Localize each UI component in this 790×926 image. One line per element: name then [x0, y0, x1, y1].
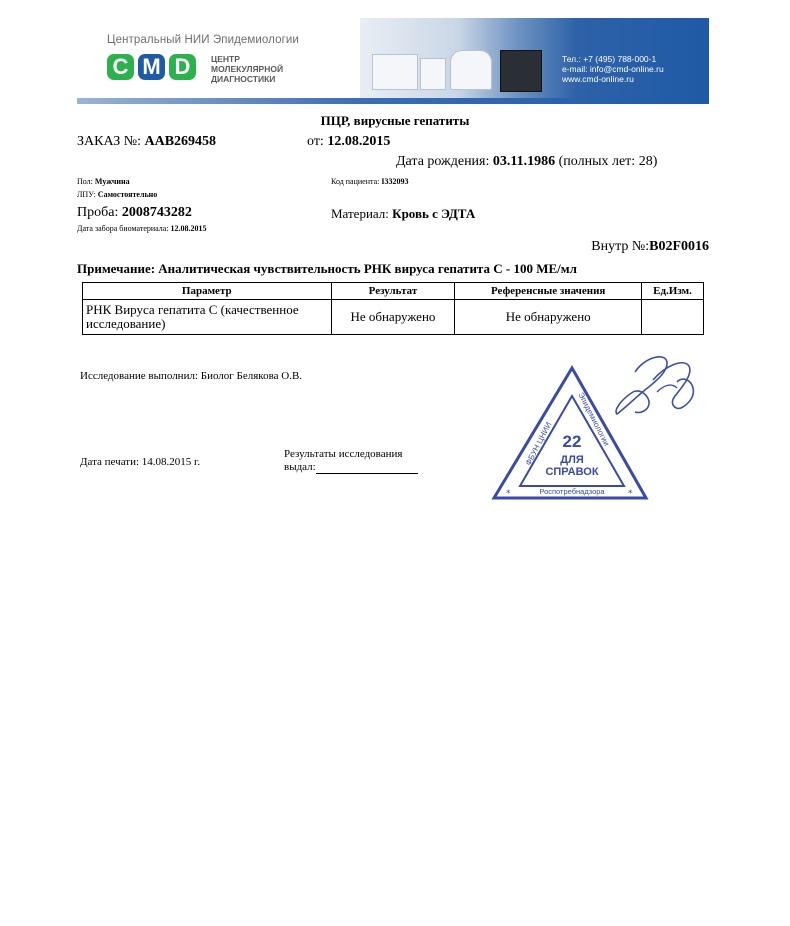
patient-age: (полных лет: 28) — [558, 154, 658, 169]
lpu-line: ЛПУ: Самостоятельно — [77, 190, 158, 199]
logo-subtitle: ЦЕНТР МОЛЕКУЛЯРНОЙ ДИАГНОСТИКИ — [211, 54, 284, 84]
stamp-right-text: Эпидемиологии — [576, 390, 612, 448]
cell-result: Не обнаружено — [331, 300, 455, 335]
material-line: Материал: Кровь с ЭДТА — [331, 206, 476, 221]
probe-line: Проба: 2008743282 — [77, 205, 192, 220]
order-line: ЗАКАЗ №: AAB269458 — [77, 134, 217, 149]
column-header-reference: Референсные значения — [455, 283, 642, 300]
performed-by: Исследование выполнил: Биолог Белякова О.В. — [80, 370, 303, 382]
table-row — [83, 300, 704, 335]
stamp-number: 22 — [562, 432, 582, 451]
internal-number: B02F0016 — [649, 239, 709, 254]
stamp-left-text: ФБУН ЦНИИ — [523, 420, 554, 467]
sample-date: 12.08.2015 — [170, 224, 207, 233]
stamp-line2: СПРАВОК — [545, 466, 599, 478]
signature-icon — [605, 352, 700, 422]
internal-number-line: Внутр №:B02F0016 — [591, 239, 709, 254]
cell-parameter: РНК Вируса гепатита С (качественное исследование) — [83, 300, 332, 335]
issued-block: Результаты исследования выдал: — [284, 448, 418, 474]
order-number: AAB269458 — [144, 134, 217, 149]
instrument-image — [372, 54, 418, 90]
sensitivity-note: Примечание: Аналитическая чувствительность РНК вируса гепатита С - 100 МЕ/мл — [77, 261, 577, 276]
logo-letter-d: D — [169, 54, 196, 80]
stamp-bottom-text: Роспотребнадзора — [539, 487, 605, 496]
instrument-image — [500, 50, 542, 92]
cell-unit — [642, 300, 704, 335]
print-date: Дата печати: 14.08.2015 г. — [80, 456, 201, 468]
lpu-value: Самостоятельно — [97, 190, 158, 199]
patient-sex: Мужчина — [94, 177, 130, 186]
header-stripe — [77, 98, 709, 104]
issued-signature-line — [316, 461, 418, 474]
header-banner — [77, 18, 709, 104]
results-table — [82, 282, 704, 335]
column-header-parameter: Параметр — [83, 283, 332, 300]
column-header-result: Результат — [331, 283, 455, 300]
stamp-star-icon: * — [506, 489, 511, 499]
document-title: ПЦР, вирусные гепатиты — [320, 113, 470, 128]
birth-date-line: Дата рождения: 03.11.1986 (полных лет: 28) — [396, 154, 658, 169]
institute-name: Центральный НИИ Эпидемиологии — [107, 34, 299, 46]
instrument-image — [420, 58, 446, 90]
stamp-star-icon: * — [628, 489, 633, 499]
logo-letter-m: M — [138, 54, 165, 80]
order-date: 12.08.2015 — [327, 134, 391, 149]
column-header-unit: Ед.Изм. — [642, 283, 704, 300]
order-date-line: от: 12.08.2015 — [307, 134, 391, 149]
patient-code-line: Код пациента: I332093 — [331, 177, 409, 186]
material-value: Кровь с ЭДТА — [392, 206, 476, 221]
stamp-line1: ДЛЯ — [560, 454, 584, 466]
instrument-image — [450, 50, 492, 90]
sample-date-line: Дата забора биоматериала: 12.08.2015 — [77, 224, 207, 233]
birth-date: 03.11.1986 — [492, 154, 556, 169]
cell-reference: Не обнаружено — [455, 300, 642, 335]
contacts: Тел.: +7 (495) 788-000-1 e-mail: info@cmd-online.ru www.cmd-online.ru — [562, 54, 664, 84]
sex-line: Пол: Мужчина — [77, 177, 130, 186]
logo-letter-c: C — [107, 54, 134, 80]
table-header-row — [83, 283, 704, 300]
patient-code: I332093 — [381, 177, 409, 186]
probe-number: 2008743282 — [121, 205, 192, 220]
